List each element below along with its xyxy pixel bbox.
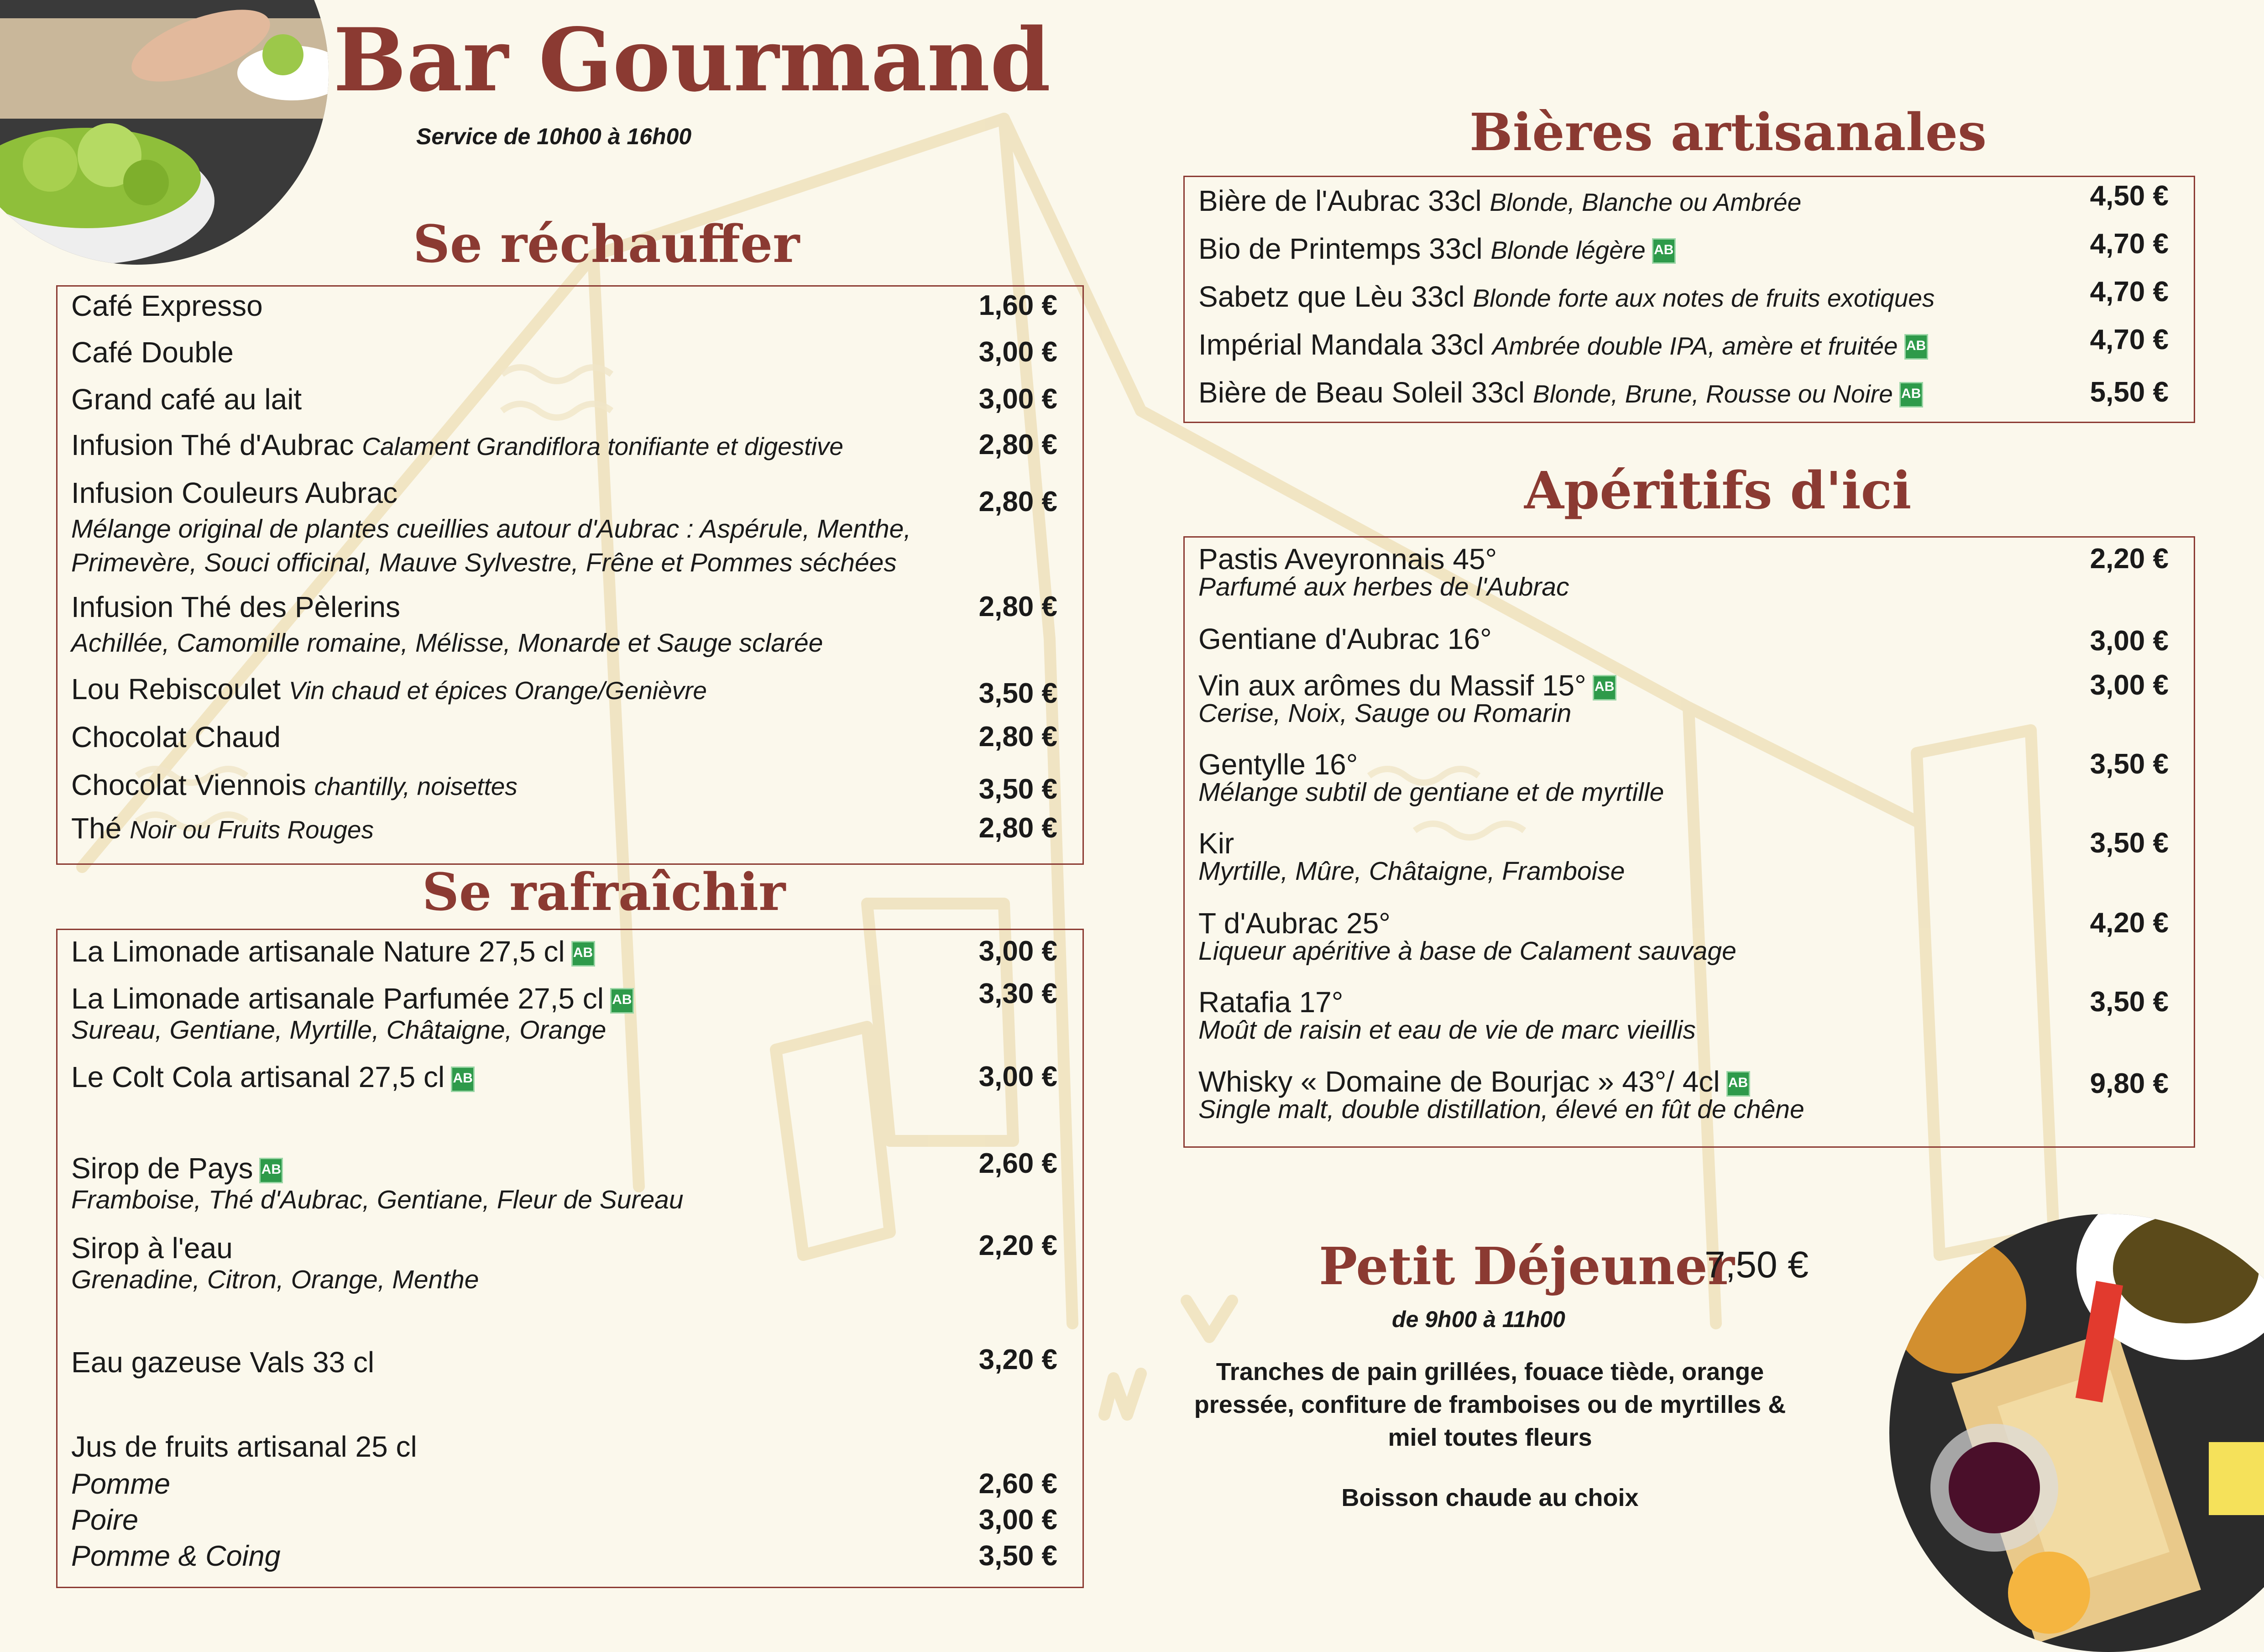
- petit-dejeuner-price: 7,50 €: [1705, 1244, 1809, 1286]
- list-item: Bio de Printemps 33cl Blonde légère AB 4,70 €: [1198, 228, 2169, 265]
- page-title: Bar Gourmand: [333, 9, 1051, 111]
- pd-line: Boisson chaude au choix: [1341, 1484, 1639, 1511]
- list-item: Grand café au lait 3,00 €: [71, 383, 1057, 416]
- section-title-rafraichir: Se rafraîchir: [422, 863, 786, 922]
- list-item: Whisky « Domaine de Bourjac » 43°/ 4cl AB Single malt, double distillation, élevé en fût de chêne 9,80 €: [1198, 1065, 2169, 1124]
- list-item: Pomme & Coing 3,50 €: [71, 1540, 1057, 1572]
- list-item: Ratafia 17° Moût de raisin et eau de vie de marc vieillis 3,50 €: [1198, 986, 2169, 1045]
- list-item: Jus de fruits artisanal 25 cl: [71, 1430, 417, 1463]
- list-item: Thé Noir ou Fruits Rouges 2,80 €: [71, 812, 1057, 845]
- ab-organic-icon: AB: [1726, 1071, 1750, 1097]
- list-item: Sirop de Pays AB Framboise, Thé d'Aubrac, Gentiane, Fleur de Sureau 2,60 €: [71, 1148, 1057, 1214]
- petit-dejeuner-hours: de 9h00 à 11h00: [1392, 1307, 1565, 1332]
- list-item: Café Expresso 1,60 €: [71, 289, 1057, 322]
- section-title-bieres: Bières artisanales: [1469, 103, 1987, 162]
- section-title-petit-dejeuner: Petit Déjeuner: [1319, 1237, 1735, 1297]
- ab-organic-icon: AB: [1904, 334, 1928, 360]
- pd-line: miel toutes fleurs: [1388, 1424, 1592, 1451]
- list-item: Pastis Aveyronnais 45° Parfumé aux herbes de l'Aubrac 2,20 €: [1198, 543, 2169, 601]
- ab-organic-icon: AB: [451, 1066, 475, 1092]
- list-item: Gentiane d'Aubrac 16° 3,00 €: [1198, 622, 2169, 657]
- list-item: T d'Aubrac 25° Liqueur apéritive à base de Calament sauvage 4,20 €: [1198, 907, 2169, 966]
- list-item: La Limonade artisanale Parfumée 27,5 cl AB Sureau, Gentiane, Myrtille, Châtaigne, Orange 3,30 €: [71, 978, 1057, 1045]
- list-item: Bière de l'Aubrac 33cl Blonde, Blanche ou Ambrée 4,50 €: [1198, 180, 2169, 217]
- aperitifs-box: [1183, 536, 2195, 1148]
- bieres-box: [1183, 176, 2195, 423]
- list-item: Vin aux arômes du Massif 15° AB Cerise, Noix, Sauge ou Romarin 3,00 €: [1198, 669, 2169, 728]
- rechauffer-box: [56, 285, 1084, 865]
- service-hours: Service de 10h00 à 16h00: [416, 124, 692, 149]
- section-title-aperitifs: Apéritifs d'ici: [1524, 461, 1912, 521]
- petit-dejeuner-description: [1168, 1355, 1812, 1514]
- list-item: Kir Myrtille, Mûre, Châtaigne, Framboise 3,50 €: [1198, 827, 2169, 886]
- pd-line: pressée, confiture de framboises ou de myrtilles &: [1194, 1391, 1786, 1418]
- list-item: Impérial Mandala 33cl Ambrée double IPA, amère et fruitée AB 4,70 €: [1198, 324, 2169, 361]
- list-item: Poire 3,00 €: [71, 1504, 1057, 1536]
- list-item: Infusion Thé d'Aubrac Calament Grandiflora tonifiante et digestive 2,80 €: [71, 429, 1057, 461]
- list-item: Eau gazeuse Vals 33 cl 3,20 €: [71, 1344, 1057, 1379]
- list-item: Le Colt Cola artisanal 27,5 cl AB 3,00 €: [71, 1061, 1057, 1093]
- section-title-rechauffer: Se réchauffer: [413, 214, 800, 274]
- list-item: Infusion Thé des Pèlerins Achillée, Camomille romaine, Mélisse, Monarde et Sauge sclarée 2,80 €: [71, 591, 1057, 658]
- list-item: Sabetz que Lèu 33cl Blonde forte aux notes de fruits exotiques 4,70 €: [1198, 276, 2169, 313]
- ab-organic-icon: AB: [571, 941, 595, 967]
- ab-organic-icon: AB: [1899, 382, 1923, 408]
- list-item: Lou Rebiscoulet Vin chaud et épices Orange/Genièvre 3,50 €: [71, 673, 1057, 709]
- ab-organic-icon: AB: [610, 988, 634, 1014]
- list-item: Pomme 2,60 €: [71, 1468, 1057, 1500]
- list-item: La Limonade artisanale Nature 27,5 cl AB 3,00 €: [71, 935, 1057, 968]
- list-item: Chocolat Viennois chantilly, noisettes 3,50 €: [71, 768, 1057, 805]
- ab-organic-icon: AB: [1593, 675, 1616, 701]
- list-item: Bière de Beau Soleil 33cl Blonde, Brune, Rousse ou Noire AB 5,50 €: [1198, 376, 2169, 409]
- ab-organic-icon: AB: [259, 1158, 283, 1183]
- list-item: Infusion Couleurs Aubrac Mélange original de plantes cueillies autour d'Aubrac : Aspérule, Menthe, Primevère, Souci officinal, Mauve Sylvestre, Frêne et Pommes séchées 2,80 €: [71, 476, 1057, 577]
- list-item: Café Double 3,00 €: [71, 336, 1057, 369]
- list-item: Chocolat Chaud 2,80 €: [71, 721, 1057, 753]
- pd-line: Tranches de pain grillées, fouace tiède, orange: [1216, 1358, 1764, 1385]
- list-item: Sirop à l'eau Grenadine, Citron, Orange, Menthe 2,20 €: [71, 1230, 1057, 1294]
- list-item: Gentylle 16° Mélange subtil de gentiane et de myrtille 3,50 €: [1198, 748, 2169, 807]
- rafraichir-box: [56, 929, 1084, 1588]
- ab-organic-icon: AB: [1652, 238, 1676, 264]
